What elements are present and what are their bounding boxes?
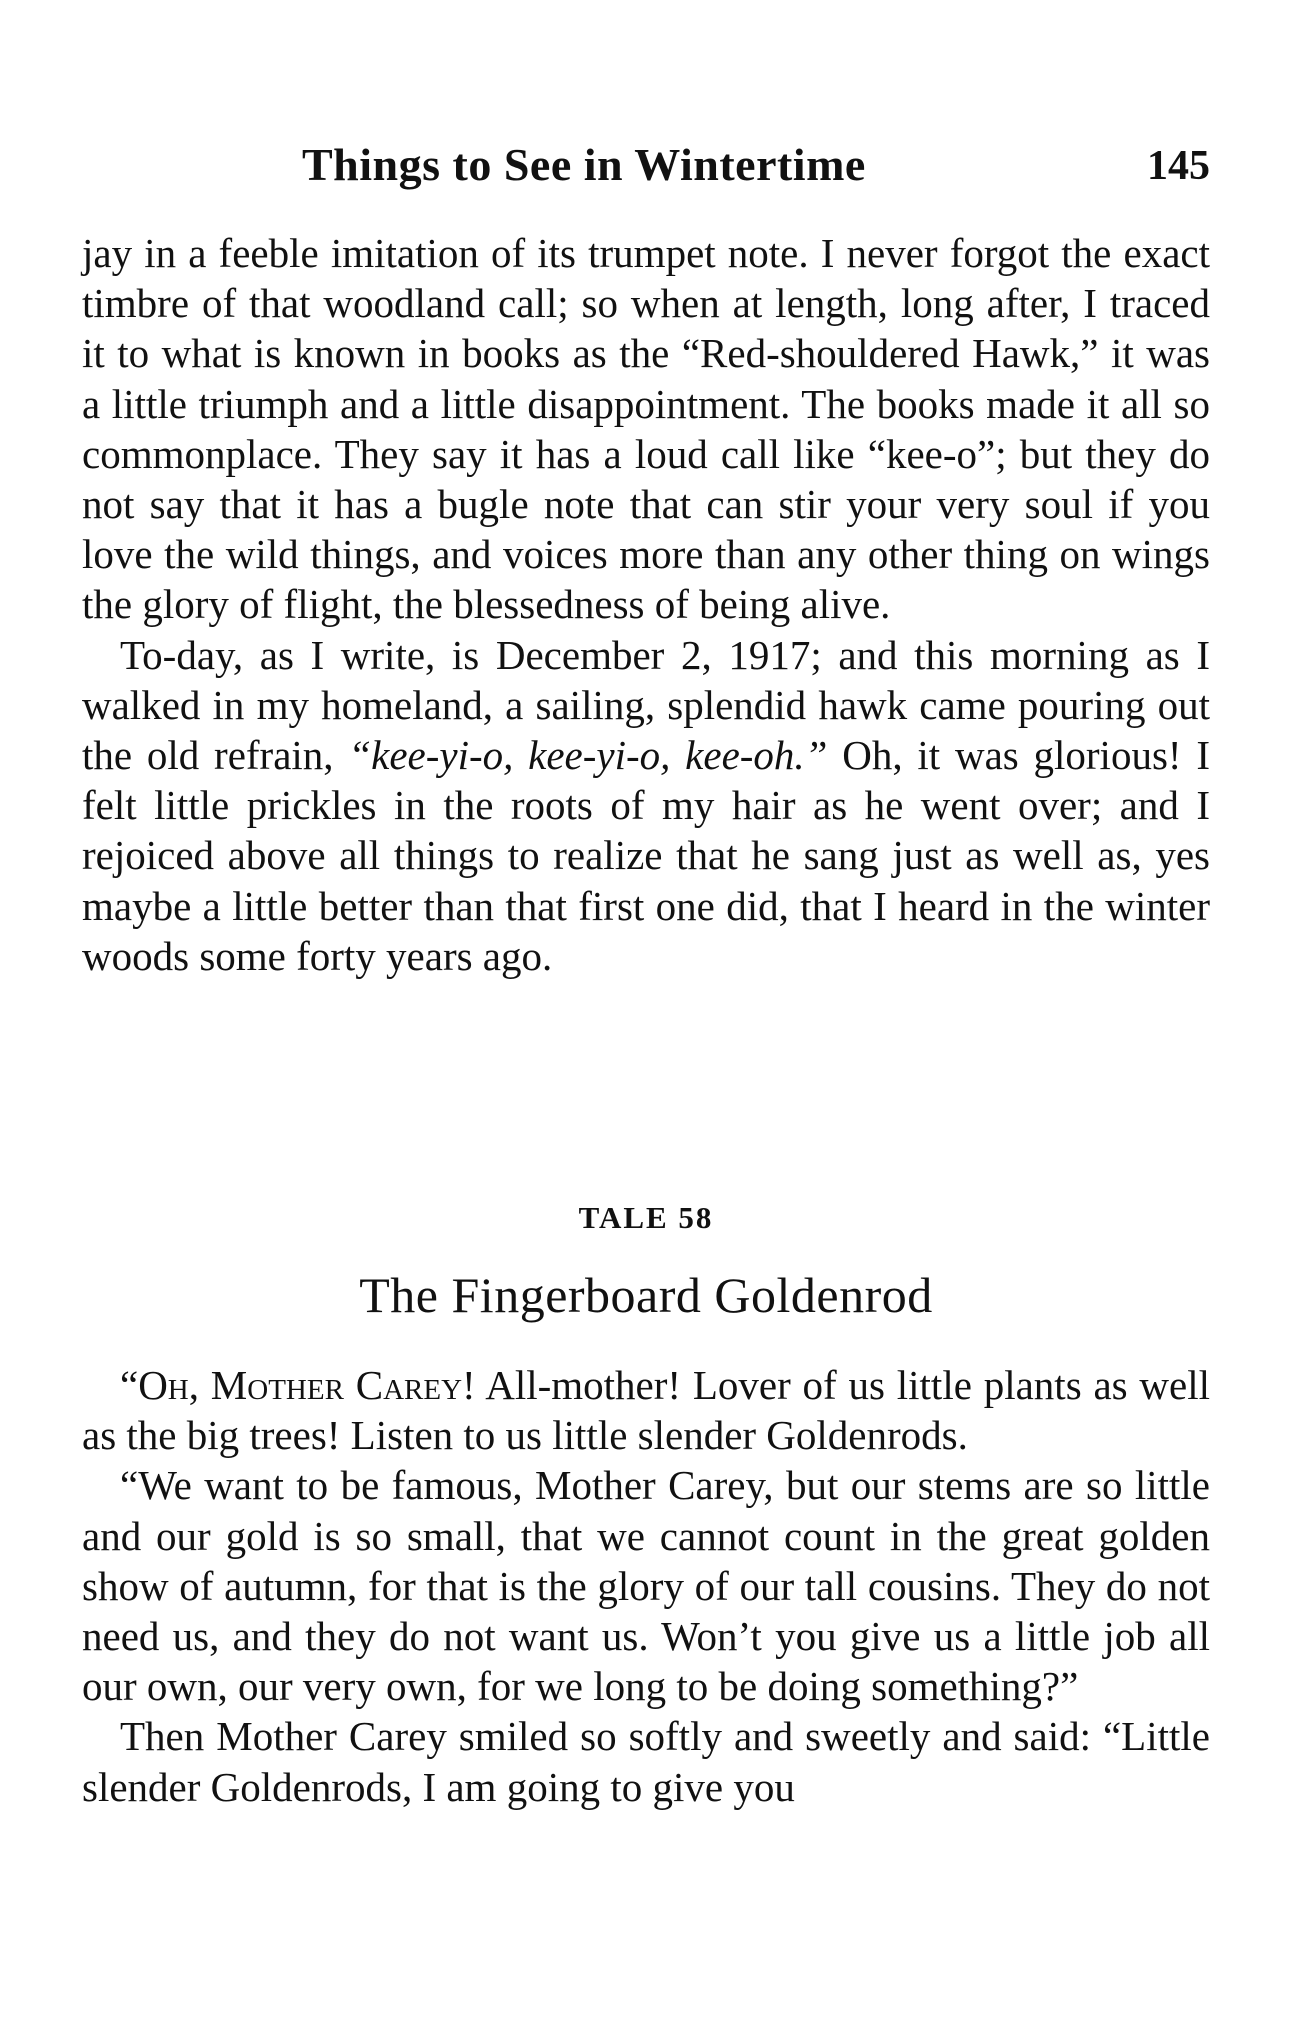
paragraph-december-hawk bbox=[82, 630, 1210, 981]
paragraph-december-hawk-end: Oh, it was glorious! I felt little prickles in the roots of my hair as he went over; and I rejoiced above all things to realize that he sang just as well as, yes maybe a little better than that first one did, that I heard in the winter woods some forty years ago. bbox=[82, 732, 1210, 979]
paragraph-we-want-to-be-famous: “We want to be famous, Mother Carey, but our stems are so little and our gold is so small, that we cannot count in the great golden show of autumn, for that is the glory of our tall cousins. They do not need us, and they do not want us. Won’t you give us a little job all our own, our very own, for we long to be doing something?” bbox=[82, 1462, 1210, 1710]
tale-number: TALE 58 bbox=[578, 1200, 714, 1235]
hawk-refrain-quote: “kee-yi-o, kee-yi-o, kee-oh.” bbox=[348, 732, 828, 779]
body-text-section-1 bbox=[82, 228, 1210, 981]
running-head bbox=[82, 138, 1210, 198]
body-text-section-2 bbox=[82, 1360, 1210, 1812]
page-number: 145 bbox=[1147, 143, 1210, 189]
paragraph-december-hawk-start: To-day, as I write, is December 2, 1917; and this morning as I walked in my homeland, a sailing, splendid hawk came pouring out the old refrain, bbox=[82, 631, 1210, 779]
paragraph-mother-carey-smiled: Then Mother Carey smiled so softly and sweetly and said: “Little slender Goldenrods, I am going to give you bbox=[82, 1713, 1210, 1810]
running-title: Things to See in Wintertime bbox=[302, 139, 866, 190]
tale-title: The Fingerboard Goldenrod bbox=[359, 1267, 933, 1323]
paragraph-oh-mother-carey-rest: All-mother! Lover of us little plants as well as the big trees! Listen to us little slender Goldenrods. bbox=[82, 1362, 1211, 1459]
paragraph-hawk-call: jay in a feeble imitation of its trumpet note. I never forgot the exact timbre of that woodland call; so when at length, long after, I traced it to what is known in books as the “Red-shouldered Hawk,” it was a little triumph and a little disappointment. The books made it all so commonplace. They say it has a loud call like “kee-o”; but they do not say that it has a bugle note that can stir your very soul if you love the wild things, and voices more than any other thing on wings the glory of flight, the blessedness of being alive. bbox=[82, 230, 1210, 628]
small-caps-opening: “Oh, Mother Carey! bbox=[120, 1362, 476, 1408]
paragraph-oh-mother-carey bbox=[82, 1360, 1210, 1460]
